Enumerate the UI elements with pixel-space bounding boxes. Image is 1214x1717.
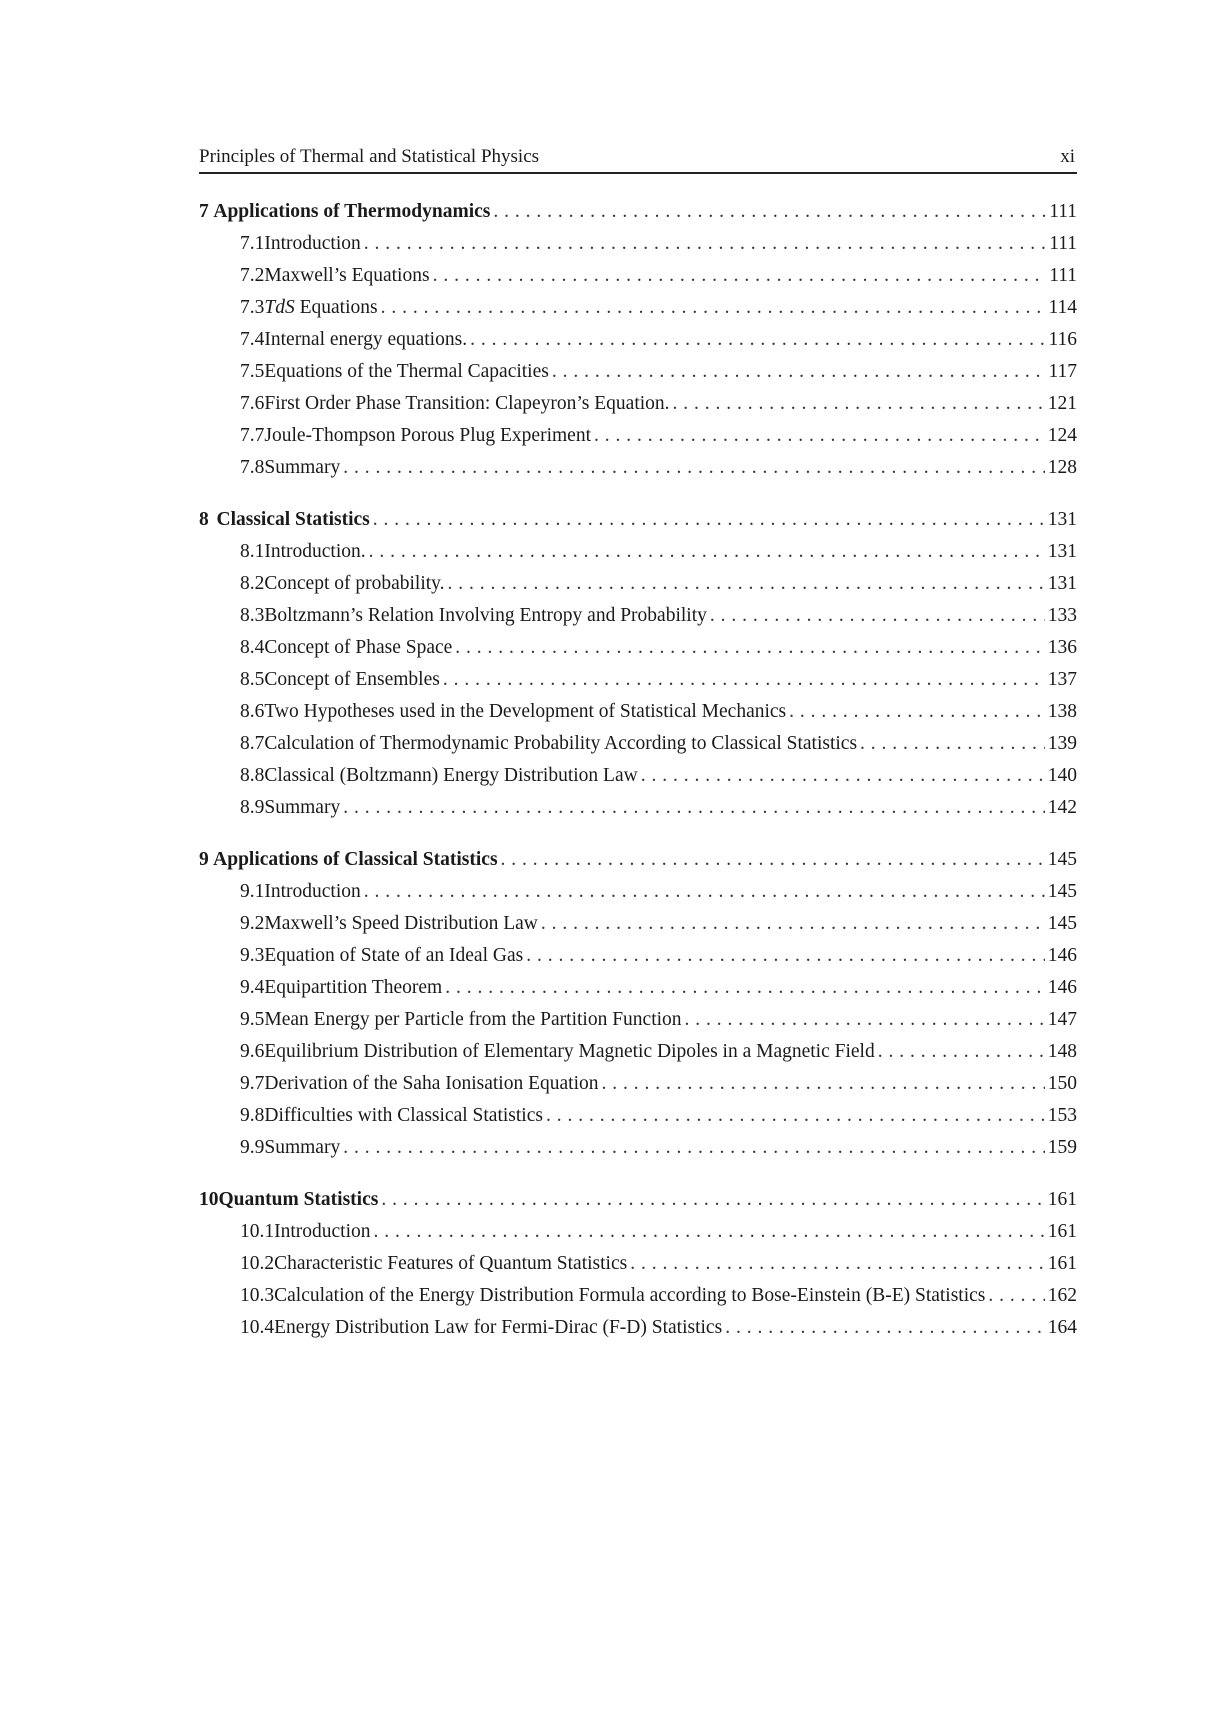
dot-leader [641,760,1045,792]
toc-chapter [199,1184,1077,1344]
entry-page: 146 [1047,945,1077,966]
toc-section-entry [199,388,1077,420]
toc-section-entry [199,792,1077,824]
entry-page: 148 [1047,1041,1077,1062]
entry-title: Maxwell’s Speed Distribution Law [264,913,538,934]
entry-number: 8 [199,509,209,530]
dot-leader [364,228,1046,260]
entry-title: Introduction [264,881,361,902]
entry-number: 8.8 [240,765,265,786]
entry-page: 111 [1049,233,1077,254]
entry-title: Summary [264,797,341,818]
entry-number: 7.2 [240,265,265,286]
toc-section-entry [199,1068,1077,1100]
entry-title: Boltzmann’s Relation Involving Entropy and Probability [264,605,707,626]
dot-leader [445,972,1045,1004]
dot-leader [455,632,1044,664]
entry-number: 9 [199,849,209,870]
entry-number: 10.2 [240,1253,275,1274]
entry-number: 9.6 [240,1041,265,1062]
toc-section-entry [199,228,1077,260]
toc-section-entry [199,760,1077,792]
entry-page: 114 [1048,297,1077,318]
running-title: Principles of Thermal and Statistical Physics [199,146,540,167]
toc-section-entry [199,1248,1077,1280]
entry-page: 111 [1049,201,1077,222]
dot-leader [364,876,1045,908]
entry-number: 7.8 [240,457,265,478]
entry-title: Mean Energy per Particle from the Partition Function [264,1009,682,1030]
toc-section-entry [199,420,1077,452]
entry-number: 9.9 [240,1137,265,1158]
entry-title: Energy Distribution Law for Fermi-Dirac (F-D) Statistics [274,1317,723,1338]
dot-leader [552,356,1046,388]
entry-page: 161 [1047,1221,1077,1242]
dot-leader [470,324,1045,356]
entry-number: 7.6 [240,393,265,414]
entry-title: Internal energy equations. [264,329,468,350]
entry-title: Introduction [274,1221,371,1242]
dot-leader [374,1216,1045,1248]
page-number: xi [1060,146,1075,167]
dot-leader [526,940,1045,972]
entry-title: Difficulties with Classical Statistics [264,1105,543,1126]
entry-page: 164 [1047,1317,1077,1338]
entry-number: 10.4 [240,1317,275,1338]
entry-page: 121 [1047,393,1077,414]
entry-page: 146 [1047,977,1077,998]
page-header [199,146,1077,174]
entry-title: Concept of Phase Space [264,637,453,658]
toc-section-entry [199,1004,1077,1036]
entry-title: Classical (Boltzmann) Energy Distribution Law [264,765,638,786]
entry-page: 145 [1047,849,1077,870]
entry-page: 131 [1047,541,1077,562]
entry-page: 131 [1047,573,1077,594]
entry-page: 117 [1048,361,1077,382]
entry-number: 8.2 [240,573,265,594]
toc-section-entry [199,940,1077,972]
dot-leader [988,1280,1044,1312]
dot-leader [860,728,1045,760]
entry-title: Introduction [264,233,361,254]
entry-number: 7.7 [240,425,265,446]
entry-page: 139 [1047,733,1077,754]
toc-section-entry [199,696,1077,728]
entry-number: 8.7 [240,733,265,754]
dot-leader [493,196,1046,228]
entry-title: Introduction. [264,541,366,562]
dot-leader [602,1068,1045,1100]
entry-page: 136 [1047,637,1077,658]
toc-section-entry [199,1036,1077,1068]
dot-leader [373,504,1045,536]
dot-leader [541,908,1045,940]
entry-page: 137 [1047,669,1077,690]
toc-chapter-heading [199,844,1077,876]
entry-page: 153 [1047,1105,1077,1126]
entry-page: 116 [1048,329,1077,350]
entry-page: 131 [1047,509,1077,530]
entry-number: 8.4 [240,637,265,658]
table-of-contents [199,196,1077,1364]
entry-title: Applications of Classical Statistics [213,849,498,870]
entry-number: 8.9 [240,797,265,818]
toc-chapter-heading [199,1184,1077,1216]
entry-title: TdS Equations [264,297,378,318]
toc-section-entry [199,876,1077,908]
entry-title: Equation of State of an Ideal Gas [264,945,524,966]
entry-page: 142 [1047,797,1077,818]
entry-number: 7.1 [240,233,265,254]
entry-title: Summary [264,1137,341,1158]
entry-title: Applications of Thermodynamics [213,201,491,222]
entry-page: 161 [1047,1189,1077,1210]
entry-number: 9.1 [240,881,265,902]
entry-title: Quantum Statistics [218,1189,379,1210]
dot-leader [381,292,1046,324]
toc-section-entry [199,1312,1077,1344]
entry-title: Joule-Thompson Porous Plug Experiment [264,425,591,446]
toc-chapter [199,844,1077,1164]
entry-title: Derivation of the Saha Ionisation Equation [264,1073,599,1094]
dot-leader [443,664,1045,696]
entry-number: 9.7 [240,1073,265,1094]
entry-number: 7 [199,201,209,222]
entry-title: Summary [264,457,341,478]
toc-section-entry [199,1280,1077,1312]
dot-leader [343,452,1045,484]
dot-leader [630,1248,1045,1280]
toc-section-entry [199,324,1077,356]
entry-title: Calculation of Thermodynamic Probability According to Classical Statistics [264,733,858,754]
toc-chapter-heading [199,504,1077,536]
entry-number: 8.5 [240,669,265,690]
entry-number: 7.3 [240,297,265,318]
entry-page: 138 [1047,701,1077,722]
entry-title: Characteristic Features of Quantum Statistics [274,1253,628,1274]
entry-number: 9.5 [240,1009,265,1030]
entry-page: 161 [1047,1253,1077,1274]
entry-title: Maxwell’s Equations [264,265,430,286]
toc-section-entry [199,664,1077,696]
dot-leader [878,1036,1045,1068]
entry-title: First Order Phase Transition: Clapeyron’s Equation. [264,393,670,414]
dot-leader [343,1132,1045,1164]
entry-page: 145 [1047,881,1077,902]
entry-page: 147 [1047,1009,1077,1030]
toc-section-entry [199,972,1077,1004]
dot-leader [501,844,1045,876]
dot-leader [546,1100,1045,1132]
toc-section-entry [199,1100,1077,1132]
entry-number: 9.2 [240,913,265,934]
entry-page: 159 [1047,1137,1077,1158]
entry-number: 7.5 [240,361,265,382]
dot-leader [448,568,1045,600]
entry-number: 8.3 [240,605,265,626]
dot-leader [594,420,1045,452]
entry-page: 150 [1047,1073,1077,1094]
toc-section-entry [199,1216,1077,1248]
entry-page: 111 [1049,265,1077,286]
dot-leader [685,1004,1045,1036]
toc-section-entry [199,536,1077,568]
toc-section-entry [199,260,1077,292]
dot-leader [369,536,1045,568]
entry-page: 124 [1047,425,1077,446]
dot-leader [433,260,1047,292]
entry-number: 10.3 [240,1285,275,1306]
entry-title: Calculation of the Energy Distribution Formula according to Bose-Einstein (B-E) Statistics [274,1285,986,1306]
dot-leader [343,792,1045,824]
entry-title: Concept of probability. [264,573,445,594]
toc-section-entry [199,292,1077,324]
entry-number: 8.6 [240,701,265,722]
dot-leader [710,600,1045,632]
toc-section-entry [199,452,1077,484]
toc-section-entry [199,908,1077,940]
toc-chapter [199,196,1077,484]
toc-section-entry [199,632,1077,664]
entry-number: 8.1 [240,541,265,562]
dot-leader [673,388,1045,420]
dot-leader [725,1312,1045,1344]
entry-number: 9.8 [240,1105,265,1126]
entry-page: 145 [1047,913,1077,934]
entry-page: 133 [1047,605,1077,626]
toc-section-entry [199,356,1077,388]
entry-page: 140 [1047,765,1077,786]
entry-number: 10.1 [240,1221,275,1242]
dot-leader [381,1184,1044,1216]
entry-title: Equilibrium Distribution of Elementary Magnetic Dipoles in a Magnetic Field [264,1041,875,1062]
entry-number: 9.3 [240,945,265,966]
entry-title: Equipartition Theorem [264,977,443,998]
toc-chapter [199,504,1077,824]
entry-number: 7.4 [240,329,265,350]
entry-title: Concept of Ensembles [264,669,440,690]
entry-title: Two Hypotheses used in the Development of Statistical Mechanics [264,701,787,722]
toc-section-entry [199,1132,1077,1164]
dot-leader [789,696,1045,728]
entry-page: 162 [1047,1285,1077,1306]
entry-page: 128 [1047,457,1077,478]
toc-section-entry [199,728,1077,760]
toc-chapter-heading [199,196,1077,228]
entry-number: 9.4 [240,977,265,998]
toc-section-entry [199,568,1077,600]
entry-title: Classical Statistics [216,509,370,530]
entry-title: Equations of the Thermal Capacities [264,361,549,382]
toc-section-entry [199,600,1077,632]
entry-number: 10 [199,1189,219,1210]
